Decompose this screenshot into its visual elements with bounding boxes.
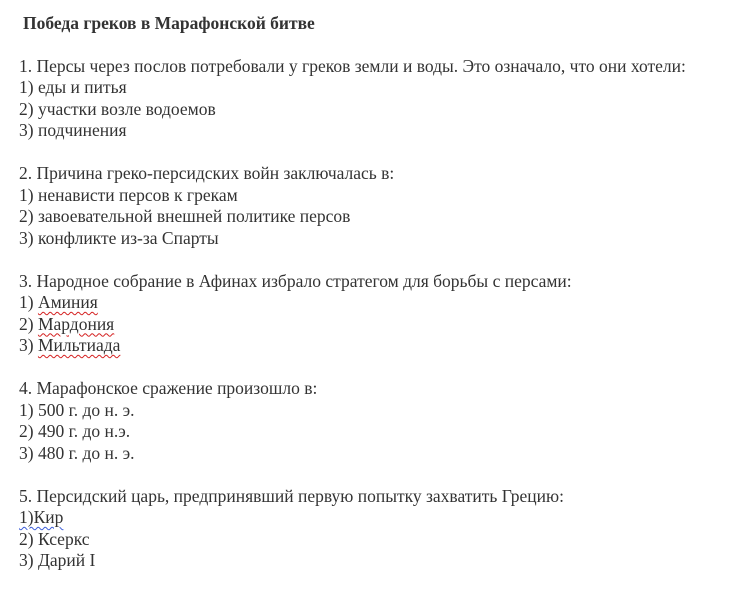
question-text: 4. Марафонское сражение произошло в: xyxy=(19,378,318,398)
answer-option-number: 3) xyxy=(19,442,38,463)
answer-option xyxy=(19,77,739,99)
answer-option-text: Дарий I xyxy=(37,550,96,570)
answer-option xyxy=(19,292,739,314)
answer-option xyxy=(19,421,739,443)
question-text: 3. Народное собрание в Афинах избрало стратегом для борьбы с персами: xyxy=(19,270,572,291)
answer-option-number: 2) xyxy=(19,421,38,441)
answer-option-number: 1) xyxy=(19,292,38,312)
answer-option-text: завоевательной внешней политике персов xyxy=(37,206,351,226)
question-text: 2. Причина греко-персидских войн заключалась в: xyxy=(19,163,395,183)
answer-option-text: 480 г. до н. э. xyxy=(37,442,135,463)
answer-option-text: Ксеркс xyxy=(37,528,90,549)
answer-option-text: Аминия xyxy=(37,292,98,312)
answer-option-number: 1) xyxy=(19,184,38,205)
answer-option-number: 1) xyxy=(19,77,38,97)
answer-option xyxy=(19,206,739,228)
question-list xyxy=(19,56,739,572)
answer-option-number: 3) xyxy=(19,120,38,140)
answer-option-number: 2) xyxy=(19,313,38,334)
answer-option-text: конфликте из-за Спарты xyxy=(37,227,219,248)
answer-option-text: участки возле водоемов xyxy=(37,98,216,119)
answer-option xyxy=(19,99,739,121)
answer-option-text: еды и питья xyxy=(37,77,127,97)
question-block xyxy=(19,486,739,572)
question-block xyxy=(19,378,739,464)
answer-option-number: 2) xyxy=(19,528,38,549)
answer-option-number: 2) xyxy=(19,98,38,119)
answer-option-text: подчинения xyxy=(37,120,127,140)
question-text: 1. Персы через послов потребовали у греков земли и воды. Это означало, что они хотели: xyxy=(19,55,686,76)
question-text: 5. Персидский царь, предпринявший первую попытку захватить Грецию: xyxy=(19,485,564,506)
answer-option-number: 3) xyxy=(19,335,38,355)
answer-option-number: 3) xyxy=(19,550,38,570)
answer-option xyxy=(19,314,739,336)
answer-option xyxy=(19,120,739,142)
answer-option xyxy=(19,550,739,572)
document-title: Победа греков в Марафонской битве xyxy=(23,13,315,33)
answer-option xyxy=(19,443,739,465)
document-body xyxy=(19,12,739,593)
answer-option-text: 500 г. до н. э. xyxy=(37,399,135,420)
answer-option-text: 1)Кир xyxy=(19,507,64,527)
answer-option xyxy=(19,185,739,207)
answer-option xyxy=(19,335,739,357)
question-block xyxy=(19,271,739,357)
answer-option-number: 1) xyxy=(19,399,38,420)
answer-option xyxy=(19,228,739,250)
answer-option-text: ненависти персов к грекам xyxy=(37,184,238,205)
answer-option-number: 2) xyxy=(19,206,38,226)
question-block xyxy=(19,163,739,249)
answer-option-text: Мильтиада xyxy=(37,335,121,355)
answer-option-number: 3) xyxy=(19,227,38,248)
question-block xyxy=(19,56,739,142)
answer-option xyxy=(19,400,739,422)
answer-option-text: Мардония xyxy=(37,313,115,334)
answer-option xyxy=(19,529,739,551)
answer-option-text: 490 г. до н.э. xyxy=(37,421,131,441)
answer-option xyxy=(19,507,739,529)
